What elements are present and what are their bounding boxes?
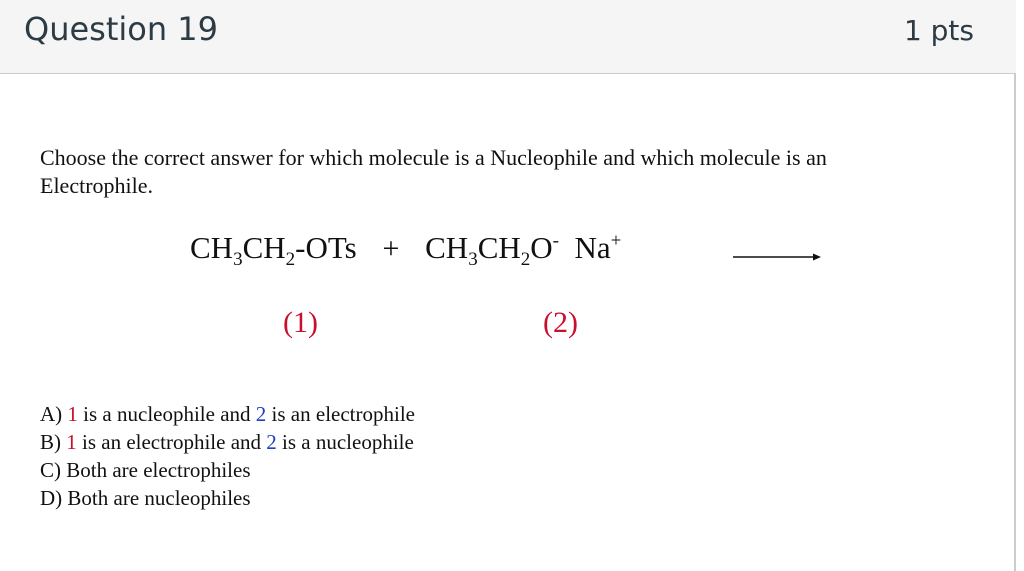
answer-option-b[interactable] (40, 428, 415, 456)
m2-part-c: O (530, 230, 553, 265)
molecule-1 (190, 230, 357, 271)
answer-end: is a nucleophile (282, 430, 414, 454)
m2-part-b: CH (477, 230, 521, 265)
answer-num-1: 1 (67, 402, 78, 426)
question-text (40, 144, 940, 200)
answer-letter: C) (40, 458, 61, 482)
question-points: 1 pts (903, 14, 974, 47)
answer-text: Both are nucleophiles (67, 486, 251, 510)
answer-option-c[interactable] (40, 456, 415, 484)
answer-num-2: 2 (266, 430, 277, 454)
answer-mid: is a nucleophile and (83, 402, 251, 426)
molecule-label-1: (1) (283, 306, 318, 339)
plus-sign: + (382, 232, 400, 265)
reaction-arrow-icon (733, 252, 821, 262)
answer-options (40, 400, 415, 512)
molecule-2 (425, 230, 622, 271)
m2-part-a: CH (425, 230, 469, 265)
answer-mid: is an electrophile and (82, 430, 262, 454)
m2-sub-1: 3 (468, 249, 478, 271)
question-text-line-1: Choose the correct answer for which molecule is a Nucleophile and which molecule is an (40, 145, 827, 170)
answer-num-1: 1 (66, 430, 77, 454)
m1-part-c: -OTs (295, 230, 357, 265)
answer-letter: B) (40, 430, 61, 454)
question-header (0, 0, 1016, 74)
reaction-equation (190, 230, 621, 271)
answer-end: is an electrophile (271, 402, 415, 426)
m2-part-d: Na (574, 230, 611, 265)
answer-letter: A) (40, 402, 63, 426)
m2-sub-2: 2 (520, 249, 531, 271)
answer-option-a[interactable] (40, 400, 415, 428)
question-text-line-2: Electrophile. (40, 173, 154, 198)
m2-charge-minus: - (552, 230, 559, 252)
m2-charge-plus: + (610, 230, 622, 252)
answer-option-d[interactable] (40, 484, 415, 512)
m1-sub-2: 2 (285, 249, 296, 271)
molecule-label-2: (2) (543, 306, 578, 339)
answer-letter: D) (40, 486, 63, 510)
question-title: Question 19 (24, 10, 219, 48)
answer-text: Both are electrophiles (66, 458, 251, 482)
answer-num-2: 2 (255, 402, 267, 426)
m1-sub-1: 3 (233, 249, 243, 271)
m1-part-a: CH (190, 230, 234, 265)
m1-part-b: CH (242, 230, 286, 265)
